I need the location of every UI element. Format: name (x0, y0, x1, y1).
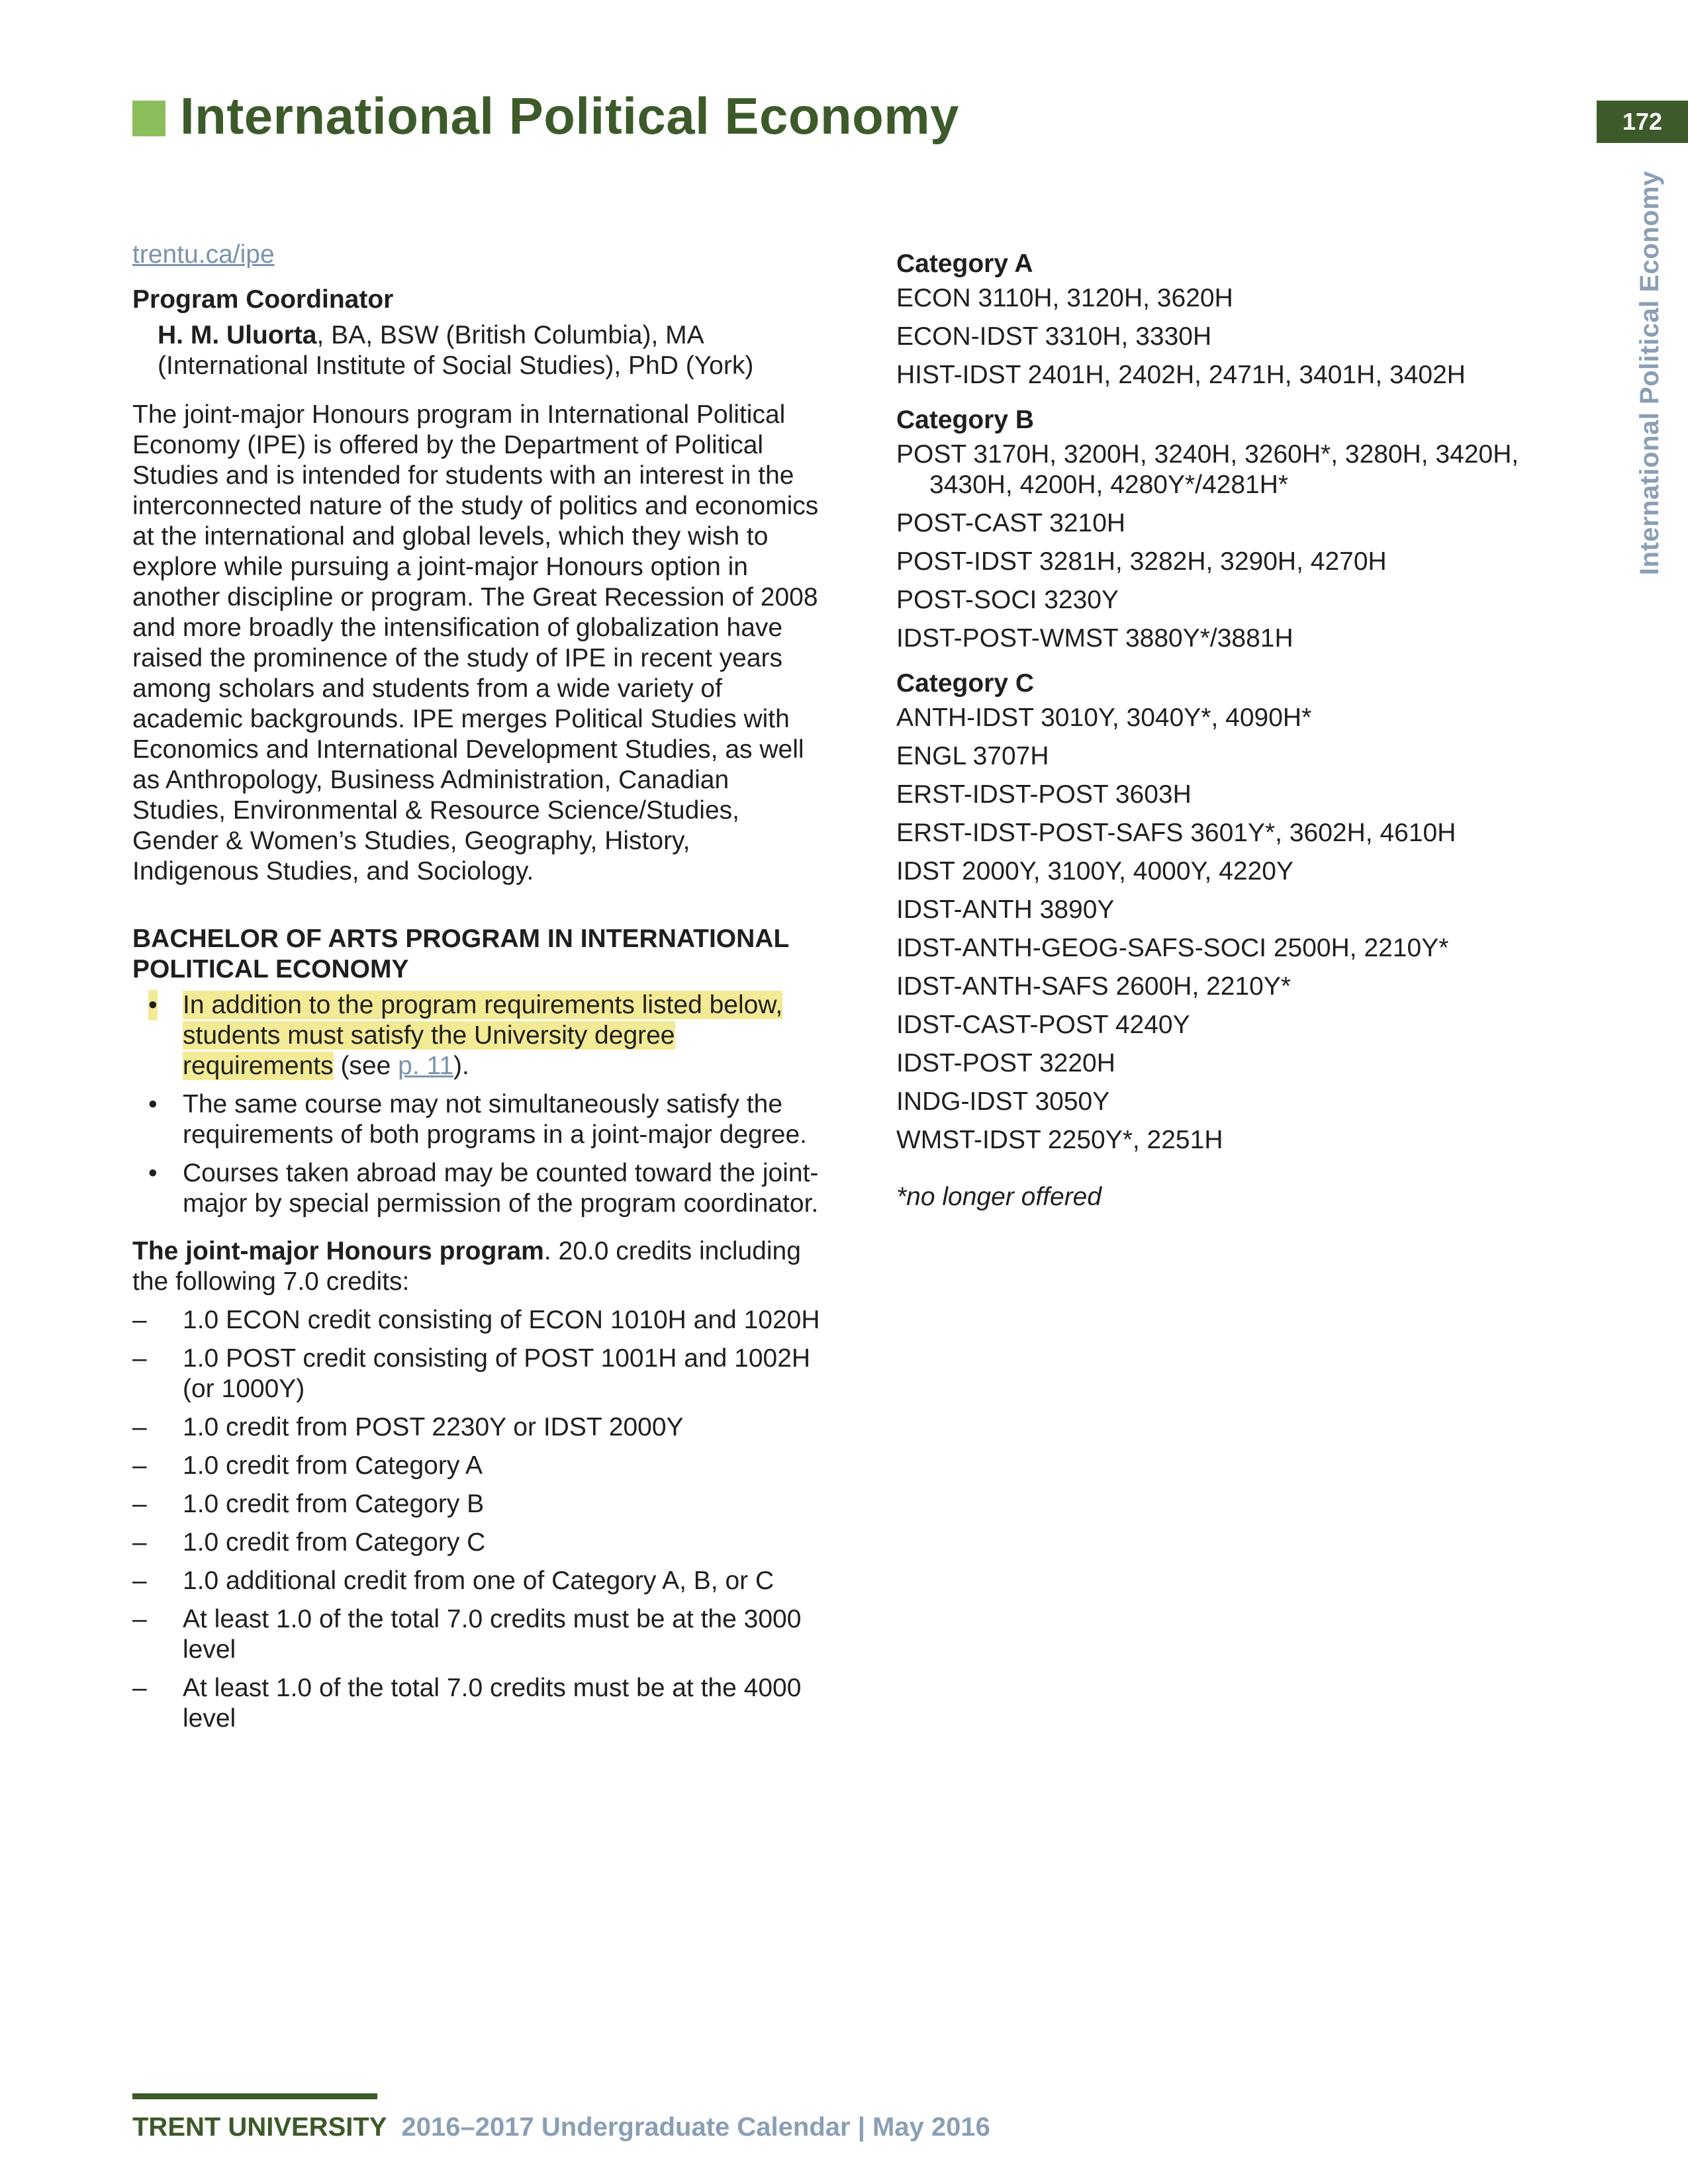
page-footer (132, 2113, 990, 2142)
requirement-text: 1.0 credit from POST 2230Y or IDST 2000Y (183, 1413, 684, 1441)
footer-calendar: 2016–2017 Undergraduate Calendar | May 2016 (401, 2113, 990, 2142)
dash-icon: – (132, 1306, 147, 1334)
course-list-item: POST-CAST 3210H (896, 509, 1126, 537)
bullet-text: Courses taken abroad may be counted toward the joint-major by special permission of the program coordinator. (183, 1159, 819, 1218)
list-item (132, 1673, 821, 1734)
course-list-item: IDST-ANTH-GEOG-SAFS-SOCI 2500H, 2210Y* (896, 934, 1449, 962)
dash-icon: – (132, 1490, 147, 1518)
course-list-item: IDST-ANTH 3890Y (896, 895, 1115, 924)
course-list-item: ENGL 3707H (896, 742, 1049, 770)
requirements-list (132, 1305, 821, 1734)
course-list-item: POST-IDST 3281H, 3282H, 3290H, 4270H (896, 547, 1387, 576)
page-title: International Political Economy (180, 87, 960, 145)
requirement-text: At least 1.0 of the total 7.0 credits must be at the 4000 level (183, 1674, 802, 1733)
coordinator-entry (132, 320, 821, 381)
list-item (132, 1305, 821, 1336)
bullet-icon: • (148, 991, 158, 1019)
course-list-item: ANTH-IDST 3010Y, 3040Y*, 4090H* (896, 704, 1312, 732)
course-list-item: IDST-CAST-POST 4240Y (896, 1011, 1190, 1039)
requirement-text: At least 1.0 of the total 7.0 credits must be at the 3000 level (183, 1605, 802, 1664)
list-item (132, 1451, 821, 1481)
course-list-item: HIST-IDST 2401H, 2402H, 2471H, 3401H, 3402H (896, 361, 1466, 389)
category-a-heading: Category A (896, 250, 1033, 278)
course-list-item: IDST-ANTH-SAFS 2600H, 2210Y* (896, 972, 1291, 1001)
right-column (896, 249, 1558, 1212)
course-list-item: IDST 2000Y, 3100Y, 4000Y, 4220Y (896, 857, 1293, 886)
category-b-heading: Category B (896, 406, 1035, 434)
list-item (132, 1158, 821, 1219)
list-item (132, 1489, 821, 1520)
page-reference-link[interactable]: p. 11 (398, 1052, 454, 1080)
course-list-item: ERST-IDST-POST 3603H (896, 780, 1192, 809)
title-square (132, 101, 165, 136)
list-item (132, 1527, 821, 1558)
bullet-icon: • (148, 1159, 158, 1187)
category-c-heading: Category C (896, 669, 1035, 698)
bullet-text: (see (333, 1052, 399, 1080)
requirement-text: 1.0 ECON credit consisting of ECON 1010H and 1020H (183, 1306, 820, 1334)
requirements-title: The joint-major Honours program (132, 1237, 544, 1265)
footnote: *no longer offered (896, 1183, 1102, 1211)
requirement-text: 1.0 credit from Category A (183, 1451, 483, 1480)
requirements-summary: . 20.0 credits including the following 7.0 credits: (132, 1237, 801, 1296)
program-url-link[interactable]: trentu.ca/ipe (132, 240, 275, 269)
coordinator-heading: Program Coordinator (132, 285, 394, 314)
side-section-label: International Political Economy (1635, 171, 1664, 576)
bullet-text: ). (453, 1052, 469, 1080)
requirement-text: 1.0 credit from Category B (183, 1490, 485, 1518)
requirements-intro (132, 1236, 821, 1297)
list-item (132, 1412, 821, 1443)
course-list-item: POST-SOCI 3230Y (896, 586, 1119, 614)
requirement-text: 1.0 POST credit consisting of POST 1001H and 1002H (or 1000Y) (183, 1344, 811, 1403)
course-list-item: POST 3170H, 3200H, 3240H, 3260H*, 3280H, 3420H, 3430H, 4200H, 4280Y*/4281H* (896, 440, 1519, 499)
list-item (132, 1089, 821, 1150)
dash-icon: – (132, 1674, 147, 1702)
program-notes-list (132, 990, 821, 1219)
course-list-item: INDG-IDST 3050Y (896, 1087, 1110, 1116)
footer-rule (132, 2093, 377, 2099)
requirement-text: 1.0 additional credit from one of Category A, B, or C (183, 1567, 774, 1595)
coordinator-name: H. M. Uluorta (158, 321, 317, 349)
list-item (132, 990, 821, 1081)
course-list-item: IDST-POST-WMST 3880Y*/3881H (896, 624, 1293, 653)
bullet-icon: • (148, 1090, 158, 1118)
requirement-text: 1.0 credit from Category C (183, 1528, 486, 1557)
dash-icon: – (132, 1605, 147, 1633)
bullet-text: The same course may not simultaneously satisfy the requirements of both programs in a joint-major degree. (183, 1090, 807, 1149)
course-list-item: ECON-IDST 3310H, 3330H (896, 322, 1212, 351)
left-column (132, 240, 821, 1742)
course-list-item: ECON 3110H, 3120H, 3620H (896, 284, 1233, 312)
dash-icon: – (132, 1451, 147, 1480)
footer-university: TRENT UNIVERSITY (132, 2113, 387, 2142)
course-list-item: ERST-IDST-POST-SAFS 3601Y*, 3602H, 4610H (896, 819, 1456, 847)
list-item (132, 1604, 821, 1665)
highlighted-text: In addition to the program requirements listed below, students must satisfy the University degree requirements (183, 991, 783, 1080)
course-list-item: IDST-POST 3220H (896, 1049, 1115, 1077)
list-item (132, 1343, 821, 1404)
dash-icon: – (132, 1528, 147, 1557)
page-number: 172 (1597, 101, 1688, 143)
list-item (132, 1566, 821, 1596)
program-heading: BACHELOR OF ARTS PROGRAM IN INTERNATIONAL POLITICAL ECONOMY (132, 925, 789, 983)
dash-icon: – (132, 1344, 147, 1373)
coordinator-credentials: , BA, BSW (British Columbia), MA (International Institute of Social Studies), PhD (York) (158, 321, 754, 380)
dash-icon: – (132, 1413, 147, 1441)
course-list-item: WMST-IDST 2250Y*, 2251H (896, 1126, 1223, 1154)
dash-icon: – (132, 1567, 147, 1595)
intro-paragraph: The joint-major Honours program in International Political Economy (IPE) is offered by the Department of Political Studies and is intended for students with an interest in the interconnected nature of the study of politics and economics at the international and global levels, which they wish to explore while pursuing a joint-major Honours option in another discipline or program. The Great Recession of 2008 and more broadly the intensification of globalization have raised the prominence of the study of IPE in recent years among scholars and students from a wide variety of academic backgrounds. IPE merges Political Studies with Economics and International Development Studies, as well as Anthropology, Business Administration, Canadian Studies, Environmental & Resource Science/Studies, Gender & Women’s Studies, Geography, History, Indigenous Studies, and Sociology. (132, 400, 819, 886)
